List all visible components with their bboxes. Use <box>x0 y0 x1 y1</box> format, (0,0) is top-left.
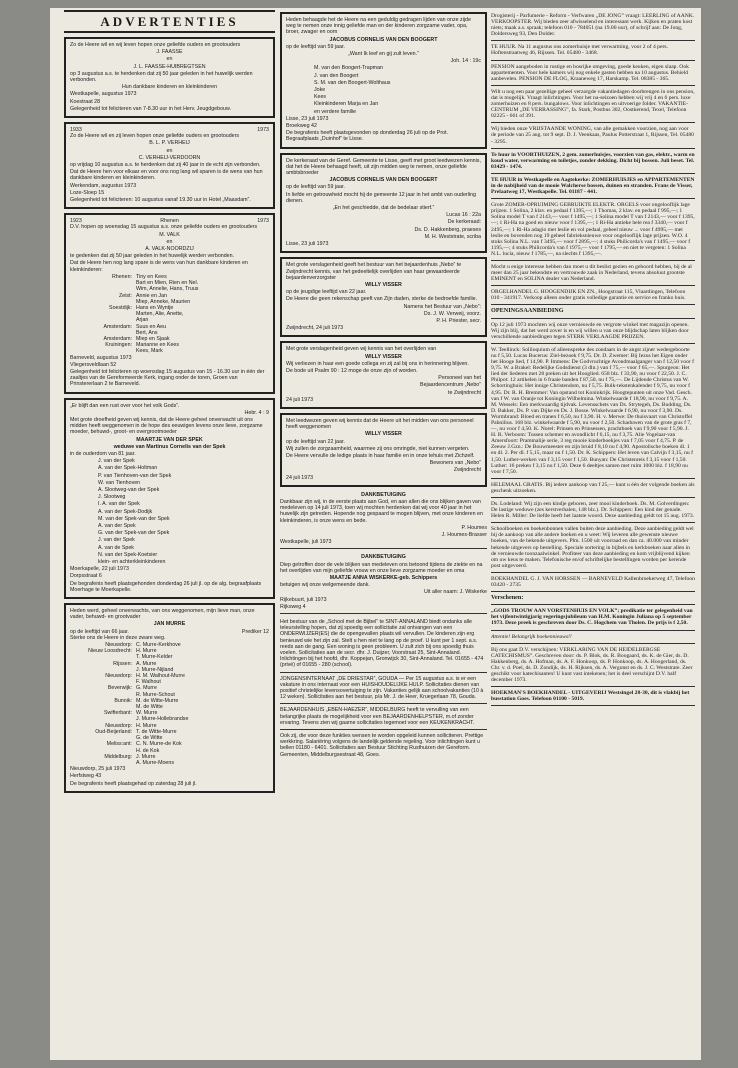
family-names: M. de Witte-Murre <box>136 697 179 704</box>
ad-boogert-family <box>280 12 487 149</box>
divider <box>491 705 695 706</box>
signature: P. H. Priester, secr. <box>436 317 481 324</box>
body-text: Met grote droefheid geven wij kennis, dat de Heere geheel onverwacht uit ons midden heeft weggenomen in de hope des eeuwigen levens onze lieve, zorgzame moeder, behuwd-, groot- en overgrootmoeder <box>70 416 263 436</box>
scripture-ref: Joh. 14 : 19c <box>450 58 481 65</box>
family-names: H. Murre <box>136 648 157 655</box>
ad-visser-residents <box>280 413 487 487</box>
name: JACOBUS CORNELIS VAN DEN BOOGERT <box>329 177 438 184</box>
family-names: R. Murre-Schout <box>136 691 175 698</box>
body-text: Dat de Heere hen nog lang spare is de wens van hun dankbare kinderen en kleinkinderen: <box>70 260 248 273</box>
family-names: A. Murre <box>136 660 157 667</box>
family-place: Beverwijk: <box>107 685 132 692</box>
family-names: G. de Witte <box>136 735 163 742</box>
body-text: In liefde en getrouwheid mocht hij de gemeente 12 jaar in het ambt van ouderling dienen. <box>286 191 476 204</box>
family-names: Miep en Sjaak <box>136 335 170 342</box>
family-names: Hans en Wyntje <box>136 304 174 311</box>
name: B. L. P. VERHEIJ <box>149 140 190 147</box>
family-names: C. Murre-Kerkhove <box>136 642 181 649</box>
address: Moerkapelle, 22 juli 1973 <box>70 566 129 573</box>
family-list <box>70 642 269 766</box>
family-names: T. de Witte-Murre <box>136 728 177 735</box>
age-text: op de jeugdige leeftijd van 22 jaar. <box>286 289 367 296</box>
family-names: G. Murre <box>136 685 157 692</box>
divider <box>491 260 695 261</box>
family-names: Marten, Alie, Anette, <box>136 311 184 318</box>
name: M. VALK <box>159 231 180 238</box>
divider <box>491 522 695 523</box>
divider <box>280 613 487 614</box>
family-names: F. Walhout <box>136 679 161 686</box>
family-place: Nieuwdorp: <box>105 642 132 649</box>
name: JAN MURRE <box>153 621 186 628</box>
family-names: C. N. Murre-de Kok <box>136 741 182 748</box>
divider <box>491 604 695 605</box>
signature: Ds. D. Hakkenberg, praeses <box>414 226 481 233</box>
address: Vliegersveldlaan 52 <box>70 361 117 368</box>
family-member: I. A. van der Spek <box>98 501 140 508</box>
address: Herfstweg 43 <box>70 773 102 780</box>
divider <box>491 572 695 573</box>
address: Loze-Sloep 15 <box>70 189 105 196</box>
name: J. FAASSE <box>156 49 183 56</box>
age-text: op de leeftijd van 59 jaar. <box>286 43 345 50</box>
family-place: Nieuwdorp: <box>105 673 132 680</box>
body-text: Wij zullen de zorgzaamheid, waarmee zij ons omringde, niet kunnen vergeten. <box>286 445 470 452</box>
family-member: W. van Tienhoven <box>98 479 141 486</box>
body-text: op vrijdag 10 augustus a.s. te herdenken dat zij 40 jaar in de echt zijn verbonden. <box>70 162 261 169</box>
intro-text: Zo de Heere wil en wij leven hopen onze geliefde ouders en grootouders <box>70 42 241 48</box>
ad-title: DANKBETUIGING <box>361 554 406 561</box>
body-text: betuigen wij onze welgemeende dank. <box>280 582 370 589</box>
body-text: De Heere die geen rekenschap geeft van Zijn daden, sterke de bedroefde familie. <box>286 296 478 303</box>
family-names: Suus en Aeu <box>136 323 167 330</box>
family-member: A. van der Spek-Dodijk <box>98 508 153 515</box>
scripture-ref: Prediker 12 <box>241 628 269 635</box>
family-place: Nieuwdorp: <box>105 722 132 729</box>
family-place: Rijssen: <box>113 660 132 667</box>
burial-text: De begrafenis heeft plaatsgehad op zaterdag 28 juli jl. <box>70 780 197 787</box>
divider <box>491 285 695 286</box>
body-text: Diep getroffen door de vele blijken van medeleven ons betoond tijdens de ziekte en na het overlijden van mijn geliefde vrouw en onze lieve zorgzame moeder en oma <box>280 561 483 574</box>
classified-ad: Grote ZOMER-OPRUIMING GEBRUIKTE ELEKTR. ORGELS voor ongelooflijk lage prijzen. 1 Solina, 2 klav. en pedaal f 1395,—; 1 Thomas, 2 klav. en pedaal f 995,—; 1 Solina model T van f 2143,— voor f 1495,—; 1 Solina model T van f 2143,— voor f 1395,—; 1 Ri-Ha na goed en nieuw voor f 1395,—; 1 Ri-Ha antieke hele rea f 3340,— voor f 2495,—; 1 Ri-Ha adagio met leslie en vol pedaal, geheel nieuw ... voor f 4995,— met leslie en bovenden nog 19 geheel fabrieksnieuwe voor ongelooflijk lage prijzen. W.O. 4 stuks Solina N.L. van f 3495,— voor f 2895,—; 4 stuks Philicorda's van f 1495,— voor f 1195,—; 4 stuks Philicorda's van f 1975,— voor f 1795,— en niet te vergeten: 1 Solina N.L. lucia, nieuw f 1785,—, na slechts f 1395,—. <box>491 202 695 257</box>
ad-visser-board <box>280 257 487 337</box>
family-names: W. Murre <box>136 710 158 717</box>
divider <box>491 40 695 41</box>
classified-ad: „GODS TROUW AAN VORSTENHUIS EN VOLK”; predikatie ter gelegenheid van het vijfentwintigjarig regeringsjubileum van H.M. Koningin Juliana op 5 september 1973. Deze preek is geschreven door Ds. C. Hogchem van Tholen. De prijs is f 2,50. <box>491 608 693 627</box>
body-text: Dat de Heere hen voor elkaar en voor ons nog lang wil sparen is de wens van hun dankbare kinderen en kleinkinderen. <box>70 169 263 182</box>
newspaper-page <box>50 8 701 1060</box>
divider <box>491 591 695 592</box>
body-text: Met leedwezen geven wij kennis dat de Heere uit het midden van ons personeel heeft weggenomen <box>286 417 474 431</box>
classified-ad: BEJAARDENHUIS „EBEN-HAEZER”, MIDDELBURG heeft te vervulling van een belangrijke plaats de mogelijkheid voor een BEJAARDENHELPSTER, m.of zonder ervaring. Tevens zien wij gaarne sollicitaties tegemoet voor een KEUKENKRACHT. <box>280 707 475 726</box>
year: 1973 <box>257 127 269 134</box>
family-names: T. Murre-Kelder <box>136 654 173 661</box>
family-names: J. Murre-Nijland <box>136 666 174 673</box>
family-place <box>70 348 136 354</box>
body-text: De bode uit Psalm 90 : 12 moge de onze zijn of worden. <box>286 367 418 374</box>
age-text: op de leeftijd van 66 jaar. <box>70 628 129 635</box>
divider <box>280 672 487 673</box>
name: MAARTJE VAN DER SPEK <box>136 436 203 443</box>
family-names: Bart en Mien, Rien en Nel. <box>136 280 199 287</box>
address: Rijksweg 4 <box>280 603 306 610</box>
family-member: A. Slootweg-van der Spek <box>98 486 160 493</box>
address: Rijkebuurt, juli 1973 <box>280 596 327 603</box>
classified-ad: HOEKMAN'S BOEKHANDEL - UITGEVERIJ Westsingel 28-30, dit is vlakbij het busstation Goes. Telefoon 01100 - 5019. <box>491 690 690 703</box>
divider <box>491 304 695 305</box>
age-text: op de leeftijd van 22 jaar. <box>286 438 345 445</box>
body-text: te gedenken dat zij 50 jaar geleden in het huwelijk werden verbonden. <box>70 253 235 260</box>
classified-ad: Bij ons gaat D.V. verschijnen: VERKLARING VAN DE HEIDELBERGSE CATECHISMUS”. Geschreven door: ds. P. Blok, ds. R. Boogaard, ds. K. de Gier, ds. D. Hakkenberg, ds. A. Hofman, ds. A. F. Honkoop, ds. P. Honkoop, ds. A. Hoogerland, ds. Chr. v. d. Poel, ds. D. Zondijk, ds. H. Rijksen, ds. A. Vergunst en ds. J. C. Weststrate. Zeer geschikt voor katechisanten! U kunt vast intekenen; het is deel verschijnt D.V. half december 1973. <box>491 646 693 684</box>
column-3 <box>491 8 695 709</box>
family-member: Joke <box>314 87 326 94</box>
family-names: Kees, Mark <box>136 348 163 355</box>
family-place: Rhenen: <box>111 273 132 280</box>
body-text: Heden werd, geheel onverwachts, van ons weggenomen, mijn lieve man, onze vader, behuwd- en grootvader <box>70 608 255 621</box>
classified-ad: Ook zij, die voor deze funkties wensen te worden opgeleid kunnen solliciteren. Prettige werkkring. Salariëring volgens de landelijk geldende regeling. Voor inlichtingen kunt u bellen 01180 - 6401. Sollicitaties aan Bestuur Stichting Rusthuizen der Gereform. Gemeenten, Middelburgsestraat 48, Goes. <box>280 733 484 758</box>
family-member: klein- en achterkleinkinderen <box>98 559 166 566</box>
family-member: Kees <box>314 94 327 101</box>
age-text: in de ouderdom van 81 jaar. <box>70 450 136 457</box>
address: Lisse, 23 juli 1973 <box>286 241 329 248</box>
body-text: Wij verliezen in haar een goede collega en zij zal bij ons in herinnering blijven. <box>286 360 469 367</box>
family-list <box>70 274 269 355</box>
scripture-ref: Hebr. 4 : 9 <box>244 409 269 416</box>
burial-text: De begrafenis heeft plaatsgehonden donderdag 26 juli jl. op de alg. begraafplaats Moerhage te Moerkapelle. <box>70 580 262 593</box>
classified-ad: Wilt u nog een paar gezellige geheel verzorgde vakantiedagen doorbrengen in ons pension, dat is mogelijk. Vraagt inlichtingen. Voor het na-seizoen hebben wij vrij 4 en 6 pers. luxe zomerhuizen en 8 pers. bungalows. Voor inlichtingen en uitvoerige folder. VAKANTIE-CENTRUM „DE VERRASSING”, fa. Stark, Postbus 302, Oostkerend, Texel, Telefoon 02225 - 661 of 391. <box>491 88 695 120</box>
address: Dorpsstraat 6 <box>70 573 102 580</box>
divider <box>491 643 695 644</box>
reception-text: Gelegenheid tot feliciteren op woensdag 15 augustus van 15 - 16.30 uur in één der zaaltjes van de Gereformeerde Kerk, ingang onder de toren, Groen van Prinstererlaan 2 te Barneveld. <box>70 368 265 388</box>
address: Westkapelle, augustus 1973 <box>70 91 137 98</box>
ad-boogert-church <box>280 153 487 254</box>
family-place: Bunnik: <box>114 697 132 704</box>
ad-valk <box>64 213 275 393</box>
family-place: Swifterbant: <box>104 710 132 717</box>
family-member: A. van de Spek <box>98 544 134 551</box>
name: C. VERHEIJ-VERDOORN <box>138 154 201 161</box>
divider <box>491 60 695 61</box>
classified-ad: W. Teellinck: Soliloquium of alleenspreke des zondaars in de angst zijner wedergeboorte nu f 5,50. Lucas Bucerus: Ziel-bezoek f 9,75. Dr. D. Zwemer: Bij Iezus het Eigen onder het Hooge lied, f 14,90. P. Immens: De Godvruchtige Avondmaalganger van f 12,50 voor f 9,75. W. a Brakel: Redelijke Godsdienst (3 dln.) van f 75,— voor f 65,—. Spurgeon: Het lied der liederen met 28 preken uit het Hooglied. 658 blz. f 33,90, nu voor f 22,50. J. C. Philpot: 12 artikelen in 6 fraaie banden f 87,50, nu f 75,—. De Lijdende Christus van W. Schortinghuis: Het innige Christendom, nu f 5,75. Bulk-tekstenkalender f 9,75, nu voor f 4,95. Dr. R. H. Bremmer: Van opstand tot Koninkrijk. Hoogtepunten uit onze Vad. Gesch. van f W. van Oranje tot Koningin Wilhelmina. Winkelwaarde f 18,90, nu voor f 9,75. A. M. Wessels: Een merkwaardig tijdvak. Levensschets van Ds. Strytegeh, Ds. Budding, Ds. D. Bakker, Ds. P. van Dijke en Ds. J. Bosse. Winkelwaarde f 6,90, nu voor f 3,90. Ds. Wurmbrand: Bloed en tranen f 6,50, nu f 3,90. H. v. Merwe: De thuisvaart van Christoffel Pabnilius. 168 blz. winkelwaarde f 5,90, nu voor f 2,50. Schaduwen van de grote gras f 7,—, nu voor f 4,50. K. Norel: Prinsen en Prinsessen, prachtboek van f 9,90 voor f 5,90. J. H. R. Verboom: Tussen schemer en avondlicht f 6,15, nu f 3,75. Alie Vogelaar-van Amersfoort: Prammalije serie, 3 reg mooie kinderboekjes van f 7,05 voor f 4,75. P. de Zeeuw J.Gzn.: De Bouwmeester en zijn bruid f 8,10 nu f 4,90. Apostolische boeken dl. 1 en dl. 2. Per dl. f 5,15, maar nu f 1,50. Dr. K. Schippers: Het leven van Calvijn f 3,15, nu f 1,50. Luther-werken van f 3,15 voor f 1,50. Bunyan: De Christenreis f 3,15 voor f 1,50. Luther: 16 preken f 3,15 nu f 1,50. Deze 6 deeltjes samen met ruim 1000 blz. f 18,90 nu voor f 7,50. <box>491 346 694 475</box>
name: weduwe van Martinus Cornelis van der Spek <box>113 443 226 450</box>
name: JACOBUS CORNELIS VAN DEN BOOGERT <box>329 36 438 43</box>
quote: „Want Ik leef en gij zult leven.” <box>348 51 419 58</box>
family-member: M. van der Spek-van der Spek <box>98 515 170 522</box>
family-member: J. Slootweg <box>98 494 126 501</box>
divider <box>491 630 695 631</box>
family-names: Miep, Anneke, Maurien <box>136 298 191 305</box>
ad-spek <box>64 398 275 599</box>
year: 1973 <box>257 218 269 225</box>
divider <box>280 703 487 704</box>
classified-ad: Schoolboeken en boekenbonnen vallen buiten deze aanbieding. Deze aanbieding geldt wel bij de aankoop van alle andere boeken en u weet: Wij leveren alle gewenste nieuwe boeken, van de bekende uitgevers. Plm. 1500 uit voorraad en dan ca. 40.000 van minder bekende uitgevers op bestelling. Speciale sortering in bijbels en kerkboeken naar allen in de vernieuwde toonzaalwinkel. Profiteer van deze aanbieding en kom vrijblijvend kijken om uw keus te maken. Telefonische en/of schriftelijke bestellingen worden per kerende post uitgevoerd. <box>491 526 694 569</box>
name: MAATJE ANNA WISKERKE-geb. Schippers <box>329 575 438 582</box>
divider <box>280 548 487 549</box>
ad-thanks-houmes <box>280 492 487 546</box>
address: Westkapelle, juli 1973 <box>280 539 332 546</box>
year: 1923 <box>70 218 82 225</box>
classified-ad: PENSION aangeboden in rustige en bosrijke omgeving, goede keuken, eigen slaap. Ook appartementen. Voor hele kamers wij nog enkele gasten hebben na 10 augustus. Behield aanbevelen. PENSION DE FLOG, Kraaneweg 17, Harskamp. Tel. 08385 - 365. <box>491 63 689 82</box>
family-member: J. van der Spek <box>98 537 135 544</box>
family-member: en verdere familie <box>314 108 357 115</box>
column-2 <box>280 8 487 759</box>
family-member: A. van der Spek <box>98 523 136 529</box>
classified-ad: ORGELHANDEL G. HOOGENDIJK EN ZN., Hoogstraat 115, Vlaardingen, Telefoon 010 - 341917. Verkoop alleen onder gratis volledige garantie en service en franko huis. <box>491 289 686 302</box>
classified-ad: BOEKHANDEL G. J. VAN HORSSEN — BARNEVELD Kallenbroekerweg 47, Telefoon 03420 - 2735 <box>491 575 695 589</box>
classified-ad: Attentie! Belangrijk boekennieuws!! <box>491 633 572 640</box>
divider <box>491 318 695 319</box>
family-member: G. van der Spek-van der Spek <box>98 530 170 537</box>
family-place: Middelburg: <box>104 753 132 760</box>
classified-ad: Wij bieden onze VRIJSTAANDE WONING, van alle gemakken voorzien, nog aan voor de periode van 25 aug. tot 9 sept. D. J. Veenkaas, Paulus Potterstraat 1, Rijssen, Tel. 05480 - 3295. <box>491 126 694 145</box>
address: Lisse, 23 juli 1973 <box>286 115 329 122</box>
family-place: Oud-Beijerland: <box>95 728 132 735</box>
divider <box>491 686 695 687</box>
signature: J. Houmes-Brasser <box>441 532 487 538</box>
classified-ad: TE HUUR. Na 11 augustus ons zomerhuisje met verwarming, voor 2 of 4 pers. Hoftenstraatweg 46, Rijssen. Tel. 05480 - 3468. <box>491 44 668 57</box>
body-text: Met grote verslagenheid geven wij kennis van het overlijden van <box>286 346 437 353</box>
family-list <box>286 65 481 114</box>
family-member: P. van Tienhoven-van der Spek <box>98 472 172 479</box>
intro-text: Zo de Heere wil en zij leven hopen onze geliefde ouders en grootouders <box>70 133 240 140</box>
family-names: Marianne en Kees <box>136 342 179 349</box>
address: Werkendam, augustus 1973 <box>70 182 137 189</box>
section-heading: Verschenen: <box>491 594 524 602</box>
family-names: J. Murre-Hollebrandse <box>136 716 189 723</box>
signature: P. Houmes <box>461 524 487 531</box>
family-member: A. van der Spek-Holtman <box>98 465 158 472</box>
family-names: Tiny en Kees <box>136 273 167 280</box>
family-names: Wim, Annelie, Hans, Truus <box>136 286 199 293</box>
address: Barneveld, augustus 1973 <box>70 354 132 361</box>
ad-verheij <box>64 122 275 209</box>
family-names: H. de Kok <box>136 747 160 754</box>
column-1 <box>64 8 275 793</box>
body-text: op 3 augustus a.s. te herdenken dat zij 50 jaar geleden in het huwelijk werden verbonden. <box>70 70 253 84</box>
family-member: S. M. van den Boogert-Wolthaus <box>314 79 391 86</box>
ad-title: DANKBETUIGING <box>361 491 406 498</box>
page-header: ADVERTENTIES <box>64 10 275 33</box>
family-member: Kleinkinderen Marja en Jan <box>314 101 379 108</box>
quote: „Er blijft dan een rust over voor het volk Gods”. <box>70 402 180 409</box>
divider <box>491 148 695 149</box>
divider <box>491 497 695 498</box>
signature: M. H. Weststrate, scriba <box>424 233 481 240</box>
divider <box>491 122 695 123</box>
conjunction: en <box>166 56 173 63</box>
family-names: Arjan <box>136 317 149 324</box>
family-place: Meliss:ant: <box>106 741 132 748</box>
family-place: Soestdijk: <box>109 304 132 311</box>
signature: te Zwijndrecht <box>448 389 481 396</box>
family-place: Nieuw Loosdrecht: <box>88 648 132 655</box>
year: 1933 <box>70 127 82 134</box>
signature: Uit aller naam: J. Wiskerke <box>424 589 487 596</box>
family-place: Amsterdam: <box>103 323 132 330</box>
scripture-ref: Lucas 16 : 22a <box>446 212 481 219</box>
classified-ad: Het bestuur van de „School met de Bijbel” te SINT-ANNALAND biedt ondanks alle teleurstelling hopen, dat zij spoedig een sollicitatie zal ontvangen van een ONDERWIJZER(ES) die de opengevallen plaats wil vervullen. De kinderen zijn erg benieuwd wie het zijn zal. Stelt u hen niet te lang op de proef. U kunt per 1 sept. a.s. reeds aan de gang. Een woning is geen probleem. U zult zich bij ons spoedig thuis voelen. Sollicitaties aan de secr. dhr. J. Duijzer, Voorstraat 25, Sint-Annaland. Inlichtingen bij het hoofd, dhr. Koppejan, Gronwijck 30, Sint-Annaland. Tel. 01655 - 474 (privé) of 01655 - 280 (school). <box>280 619 484 669</box>
signature: Namens het Bestuur van „Nebo”: <box>403 303 481 310</box>
body-text: De kerkeraad van de Geref. Gemeente te Lisse, geeft met groot leedwezen kennis, dat het de Heere behaagd heeft, uit zijn midden weg te nemen, onze geliefde ambtsbroeder <box>286 157 481 177</box>
name: WILLY VISSER <box>365 281 402 288</box>
family-names: J. Murre <box>136 753 156 760</box>
body-text: Dankbaar zijn wij, in de eerste plaats aan God, en aan allen die ons blijken gaven van medeleven op 14 juli 1973, toen wij mochten herdenken dat wij voor 40 jaar in het huwelijk zijn getreden. Hopende nog gespaard te mogen blijven, met onze kinderen en kleinkinderen, is onze wens en bede. <box>280 498 483 524</box>
classified-ad: HELEMAAL GRATIS. Bij iedere aankoop van f 25,— kunt u één der volgende boeken als geschenk uitzoeken. <box>491 481 695 494</box>
signature: Personeel van het <box>438 375 481 382</box>
classified-ad: Ds. Lodeland: Wij zijn een kindje geboren, zeer mooi kinderboek. Ds. M. Golverdingen: De lastige weduwe (zes kerstverhalen, 148 blz.). Dr. Schippers: Een kind der genade. Helen R. Miller: De liefde heeft het laatste woord. Deze aanbieding geldt tot 15 aug. 1973. <box>491 501 695 520</box>
divider <box>491 173 695 174</box>
body-text: Met grote verslagenheid geeft het bestuur van het bejaardenhuis „Nebo” te Zwijndrecht kennis, van het gedeeltelijk overlijden van haar gewaardeerde bejaardenverzorgster <box>286 262 462 281</box>
family-names: M. de Witte <box>136 704 163 711</box>
classified-ad: Mocht u enige interesse hebben dan moet u dit beslist gezien en gehoord hebben, bij de al meer dan 25 jaar bekendste en vertrouwde zaak in Nederland, tevens absoluut grootste EMINENT en SOLINA dealer van Nederland. <box>491 264 692 283</box>
signature: De kerkeraad: <box>447 219 481 226</box>
classified-ad: JONGENSINTERNAAT „DE DRIESTAR”, GOUDA — Per 15 augustus a.s. is er een vakature in ons internaat voor een HUISHOUDELIJKE HULP. Sollicitaties dienen van positief christelijke levensovertuiging te zijn. Vakanties gelijk aan schoolvakanties (10 à 12 weken). Sollicitaties aan het bestuur, p/a Mr. J. de Heer, Kruegerlaan 78, Gouda. <box>280 675 484 701</box>
family-place: Zeist: <box>119 292 132 299</box>
divider <box>491 85 695 86</box>
name: WILLY VISSER <box>365 353 402 360</box>
signature: Hun dankbare kinderen en kleinkinderen <box>121 84 218 91</box>
conjunction: en <box>166 238 173 245</box>
ad-visser-staff <box>280 341 487 409</box>
body-text: De Heere vervulle de ledige plaats in haar familie en in onze tehuis met Zichzelf. <box>286 452 475 459</box>
place: Rhenen <box>160 218 179 225</box>
family-row <box>70 348 269 354</box>
burial-text: De begrafenis heeft plaatsgevonden op donderdag 26 juli op de Prot. Begraafplaats „Duinhof” te Lisse. <box>286 130 448 143</box>
family-names: A. Murre-Moens <box>136 759 174 766</box>
address: Zwijndrecht, 24 juli 1973 <box>286 325 344 332</box>
classified-ad: Op 12 juli 1973 mochten wij onze vernieuwde en vergrote winkel met magazijn openen. Wij zijn blij, dat het werd zover is en wij willen u van onze blijdschap laten blijken door verschillende aanbiedingen tegen STERK VERLAAGDE PRIJZEN. <box>491 321 689 340</box>
signature: Bejaardencentrum „Nebo” <box>420 382 481 389</box>
intro-text: D.V. hopen op woensdag 15 augustus a.s. onze geliefde ouders en grootouders <box>70 224 258 231</box>
signature: Bewoners van „Nebo” <box>429 460 481 467</box>
family-names: H. M. Walhout-Murre <box>136 673 185 680</box>
family-names: Bert, Ans <box>136 329 158 336</box>
body-text: Heden behaagde het de Heere na een geduldig gedragen lijden van onze zijde weg te nemen onze innig geliefde man en der kinderen zorgzame vader, opa, broer, zwager en oom <box>286 17 471 36</box>
family-member: M. van den Boogert-Trapman <box>314 65 383 72</box>
address: 24 juli 1973 <box>286 396 314 403</box>
family-member: J. van der Spek <box>98 458 135 465</box>
family-place: Kruiningen: <box>105 342 132 349</box>
name: J. L. FAASSE-HUIBREGTSEN <box>133 63 206 70</box>
classified-ad: TE HUUR in Westkapelle en Aagtekerke: ZOMERHUISJES en APPARTEMENTEN in de nabijheid van de mooie Walcherse bossen, duinen en stranden. Frans de Visser, Prelaatweg 17, Westkapelle. Tel. 01187 - 441. <box>491 176 695 196</box>
name: A. VALK-NOORDZIJ <box>145 246 194 253</box>
family-member: N. van der Spek-Koetsier <box>98 551 158 558</box>
divider <box>491 343 695 344</box>
address: 24 juli 1973 <box>286 474 314 481</box>
signature: Ds. J. W. Verweij, voorz. <box>423 310 481 317</box>
age-text: op de leeftijd van 59 jaar. <box>286 184 345 191</box>
section-heading: OPENINGSAANBIEDING <box>491 307 564 315</box>
family-member: J. van den Boogert <box>314 72 359 79</box>
ad-murre <box>64 603 275 793</box>
divider <box>280 729 487 730</box>
reception-text: Gelegenheid tot feliciteren van 7-8.30 uur in het Herv. Jeugdgebouw. <box>70 105 231 112</box>
family-names: H. Murre <box>136 722 157 729</box>
divider <box>491 478 695 479</box>
address: Broekweg 42 <box>286 123 317 130</box>
signature: Zwijndrecht <box>453 467 481 474</box>
reception-text: Gelegenheid tot feliciteren: 10 augustus vanaf 19.30 uur in Hotel „Maasdam”. <box>70 197 251 204</box>
name: WILLY VISSER <box>365 431 402 438</box>
classifieds-list <box>491 13 695 706</box>
classifieds-list <box>280 619 487 758</box>
ad-faasse <box>64 37 275 118</box>
divider <box>491 198 695 199</box>
family-list <box>70 458 269 565</box>
address: Nieuwdorp, 25 juli 1973 <box>70 766 126 773</box>
family-names: Annie en Jan <box>136 292 167 299</box>
classified-ad: Te huur in VOORTHUIZEN, 2 gem. zomerhuisjes, voorzien van gas, elektr., warm en koud water, verwarming en toiletjes, zonder dekking. Dicht bij bossen. Juli beset. Tel. 03429 - 1474. <box>491 151 695 170</box>
family-place: Amsterdam: <box>103 335 132 342</box>
body-text: Sterke ons de Heere in deze zware weg. <box>70 634 166 641</box>
classified-ad: Drogisterij - Parfumerie - Reform - Verfwaren „DE JONG” vraagt: LEERLING of AANK. VERKOOPSTER. Wij bieden zeer afwisselend en interessant werk. Kijken en praten kost niets; maak a.s. spraak; telefoon 010 - 784051 (na 19.00 uur), of schrijf aan: De Jong, Doldersweg 93, Den Dolder. <box>491 13 695 38</box>
quote: „En het geschiedde, dat de bedelaar stierf.” <box>332 205 435 212</box>
ad-thanks-wiskerke <box>280 554 487 610</box>
address: Koestraat 28 <box>70 98 101 105</box>
conjunction: en <box>166 147 173 154</box>
